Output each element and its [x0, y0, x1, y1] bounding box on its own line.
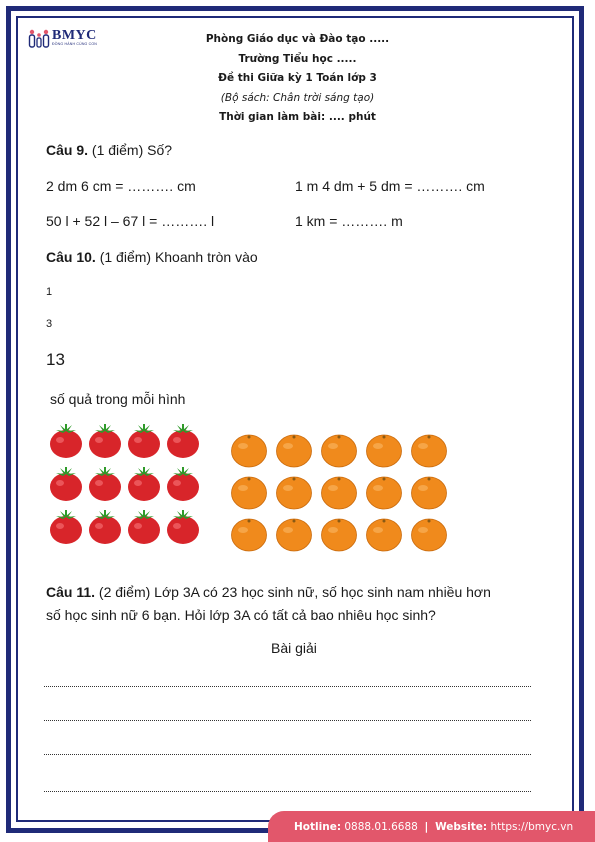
orange-icon — [365, 432, 403, 468]
tomato-icon — [126, 463, 162, 503]
q9-item-1: 2 dm 6 cm = ………. cm — [46, 178, 196, 194]
q10-fraction-inline: 13 — [46, 350, 65, 369]
hotline-label: Hotline: — [294, 820, 342, 833]
q11-line-1 — [46, 584, 491, 600]
q10-heading — [46, 249, 258, 265]
orange-icon — [275, 474, 313, 510]
tomato-icon — [165, 506, 201, 546]
tomato-icon — [48, 420, 84, 460]
website-link[interactable]: https://bmyc.vn — [490, 820, 574, 833]
orange-icon — [365, 516, 403, 552]
answer-line — [44, 752, 531, 755]
logo-tagline: ĐỒNG HÀNH CÙNG CON — [52, 42, 98, 47]
q10-fraction-denominator: 3 — [46, 318, 53, 330]
orange-icon — [230, 516, 268, 552]
header-school: Trường Tiểu học ..... — [238, 52, 357, 65]
footer-separator: | — [424, 820, 429, 833]
q11-text-1: Lớp 3A có 23 học sinh nữ, số học sinh nam nhiều hơn — [154, 584, 491, 600]
q10-label: Câu 10. — [46, 249, 96, 265]
orange-icon — [275, 432, 313, 468]
orange-icon — [230, 474, 268, 510]
orange-icon — [230, 432, 268, 468]
footer-contact-bar — [268, 811, 595, 842]
tomato-icon — [87, 463, 123, 503]
q11-text-2: số học sinh nữ 6 bạn. Hỏi lớp 3A có tất cả bao nhiêu học sinh? — [46, 607, 436, 623]
answer-line — [44, 789, 531, 792]
q9-label: Câu 9. — [46, 142, 89, 158]
q9-item-3: 50 l + 52 l – 67 l = ………. l — [46, 213, 215, 229]
orange-icon — [275, 516, 313, 552]
q11-points: (2 điểm) — [98, 584, 151, 600]
website-label: Website: — [435, 820, 488, 833]
page-border-inner — [16, 16, 574, 822]
hotline-number[interactable]: 0888.01.6688 — [344, 820, 418, 833]
header-department: Phòng Giáo dục và Đào tạo ..... — [205, 33, 390, 45]
orange-icon — [320, 516, 358, 552]
orange-icon — [410, 474, 448, 510]
orange-icon — [410, 516, 448, 552]
tomato-icon — [126, 506, 162, 546]
header-duration: Thời gian làm bài: .... phút — [219, 111, 376, 123]
tomato-icon — [165, 420, 201, 460]
q10-points: (1 điểm) Khoanh tròn vào — [99, 249, 258, 265]
solution-title: Bài giải — [271, 640, 317, 656]
tomato-icon — [87, 420, 123, 460]
exam-header — [0, 30, 595, 128]
q9-item-2: 1 m 4 dm + 5 dm = ………. cm — [295, 178, 485, 194]
logo-name: BMYC — [52, 28, 97, 44]
answer-line — [44, 684, 531, 687]
tomato-icon — [48, 463, 84, 503]
orange-icon — [365, 474, 403, 510]
tomato-icon — [165, 463, 201, 503]
tomato-icon — [87, 506, 123, 546]
tomato-icon — [126, 420, 162, 460]
header-book-series: (Bộ sách: Chân trời sáng tạo) — [220, 91, 375, 104]
tomato-icon — [48, 506, 84, 546]
q11-label: Câu 11. — [46, 584, 96, 600]
orange-icon — [320, 432, 358, 468]
q9-heading — [46, 142, 172, 158]
answer-line — [44, 718, 531, 721]
q9-item-4: 1 km = ………. m — [295, 213, 403, 229]
orange-icon — [320, 474, 358, 510]
q9-points: (1 điểm) Số? — [91, 142, 173, 158]
header-exam-title: Đề thi Giữa kỳ 1 Toán lớp 3 — [218, 72, 377, 84]
q10-tail-text: số quả trong mỗi hình — [50, 391, 186, 407]
orange-icon — [410, 432, 448, 468]
q10-fraction-numerator: 1 — [46, 286, 53, 298]
